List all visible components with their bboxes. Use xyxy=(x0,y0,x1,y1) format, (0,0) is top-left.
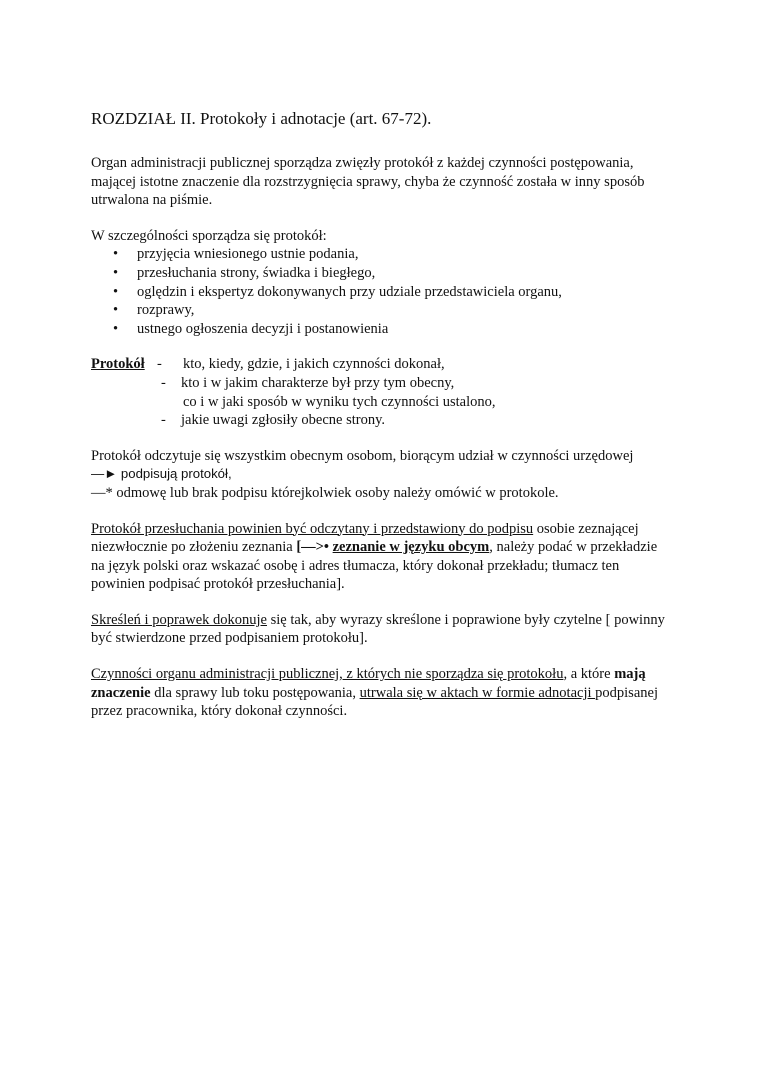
dash-marker: - xyxy=(161,374,166,391)
corrections-underlined: Skreśleń i poprawek dokonuje xyxy=(91,611,267,628)
protocol-label: Protokół xyxy=(91,356,145,373)
list-item-text: rozprawy, xyxy=(137,302,195,319)
list-item xyxy=(91,283,671,302)
list-item xyxy=(91,264,671,283)
dash-marker: - xyxy=(157,356,162,373)
refusal-line: —* odmowę lub brak podpisu którejkolwiek osoby należy omówić w protokole. xyxy=(91,484,559,501)
interrogation-paragraph xyxy=(91,520,671,594)
list-item xyxy=(91,245,671,264)
bullet-icon: • xyxy=(113,283,119,300)
bullet-icon: • xyxy=(113,320,119,337)
corrections-paragraph xyxy=(91,611,671,648)
foreign-language-emphasis: zeznanie w języku obcym xyxy=(332,539,490,556)
list-item-text: ustnego ogłoszenia decyzji i postanowienia xyxy=(137,320,389,337)
annotations-text-end: podpisanej przez pracownika, który dokonał czynności. xyxy=(91,684,658,720)
reading-line: Protokół odczytuje się wszystkim obecnym osobom, biorącym udział w czynności urzędowej xyxy=(91,447,634,464)
interrogation-text-cont: , należy podać w przekładzie na język polski oraz wskazać osobę i adres tłumacza, który dokonał przekładu; tłumacz ten powinien podpisać protokół przesłuchania]. xyxy=(91,539,658,593)
intro-paragraph: Organ administracji publicznej sporządza zwięzły protokół z każdej czynności postępowania, mającej istotne znaczenie dla rozstrzygnięcia sprawy, chyba że czynność została w inny sposób utrwalona na piśmie. xyxy=(91,155,645,209)
arrow-marker: [—>• xyxy=(296,539,329,556)
annotations-paragraph xyxy=(91,665,671,721)
chapter-title: ROZDZIAŁ II. Protokoły i adnotacje (art. 67-72). xyxy=(91,109,432,128)
bullet-icon: • xyxy=(113,264,119,281)
list-item-text: przesłuchania strony, świadka i biegłego, xyxy=(137,264,376,281)
protocol-row xyxy=(91,355,671,374)
protocol-line: kto, kiedy, gdzie, i jakich czynności dokonał, xyxy=(183,356,445,373)
dash-marker: - xyxy=(161,412,166,429)
protocol-row xyxy=(91,393,671,412)
interrogation-underlined: Protokół przesłuchania powinien być odczytany i przedstawiony do podpisu xyxy=(91,520,534,537)
annotations-text: , a które xyxy=(563,666,615,683)
annotations-underlined-2: utrwala się w aktach w formie adnotacji xyxy=(359,684,596,701)
list-item xyxy=(91,301,671,320)
corrections-text: się tak, aby wyrazy skreślone i poprawione były czytelne [ powinny być stwierdzone przed podpisaniem protokołu]. xyxy=(91,611,665,647)
significance-emphasis: mają znaczenie xyxy=(91,666,646,701)
protocol-contents xyxy=(91,355,671,429)
list-item-text: przyjęcia wniesionego ustnie podania, xyxy=(137,246,359,263)
sign-line: —► podpisują protokół, xyxy=(91,466,232,482)
protocol-row xyxy=(91,374,671,393)
annotations-text-cont: dla sprawy lub toku postępowania, xyxy=(150,684,360,701)
bullet-icon: • xyxy=(113,302,119,319)
protocol-line: jakie uwagi zgłosiły obecne strony. xyxy=(181,412,386,429)
protocol-line: co i w jaki sposób w wyniku tych czynności ustalono, xyxy=(183,393,496,410)
list-item xyxy=(91,320,671,339)
bullet-icon: • xyxy=(113,246,119,263)
reading-section xyxy=(91,447,671,503)
protocol-line: kto i w jakim charakterze był przy tym obecny, xyxy=(181,374,455,391)
protocol-cases-list xyxy=(91,245,671,338)
annotations-underlined: Czynności organu administracji publicznej, z których nie sporządza się protokołu xyxy=(91,666,564,683)
interrogation-text: osobie zeznającej niezwłocznie po złożeniu zeznania xyxy=(91,520,639,556)
list-heading: W szczególności sporządza się protokół: xyxy=(91,227,327,244)
list-item-text: oględzin i ekspertyz dokonywanych przy udziale przedstawiciela organu, xyxy=(137,283,562,300)
document-content xyxy=(91,108,671,738)
protocol-row xyxy=(91,411,671,430)
